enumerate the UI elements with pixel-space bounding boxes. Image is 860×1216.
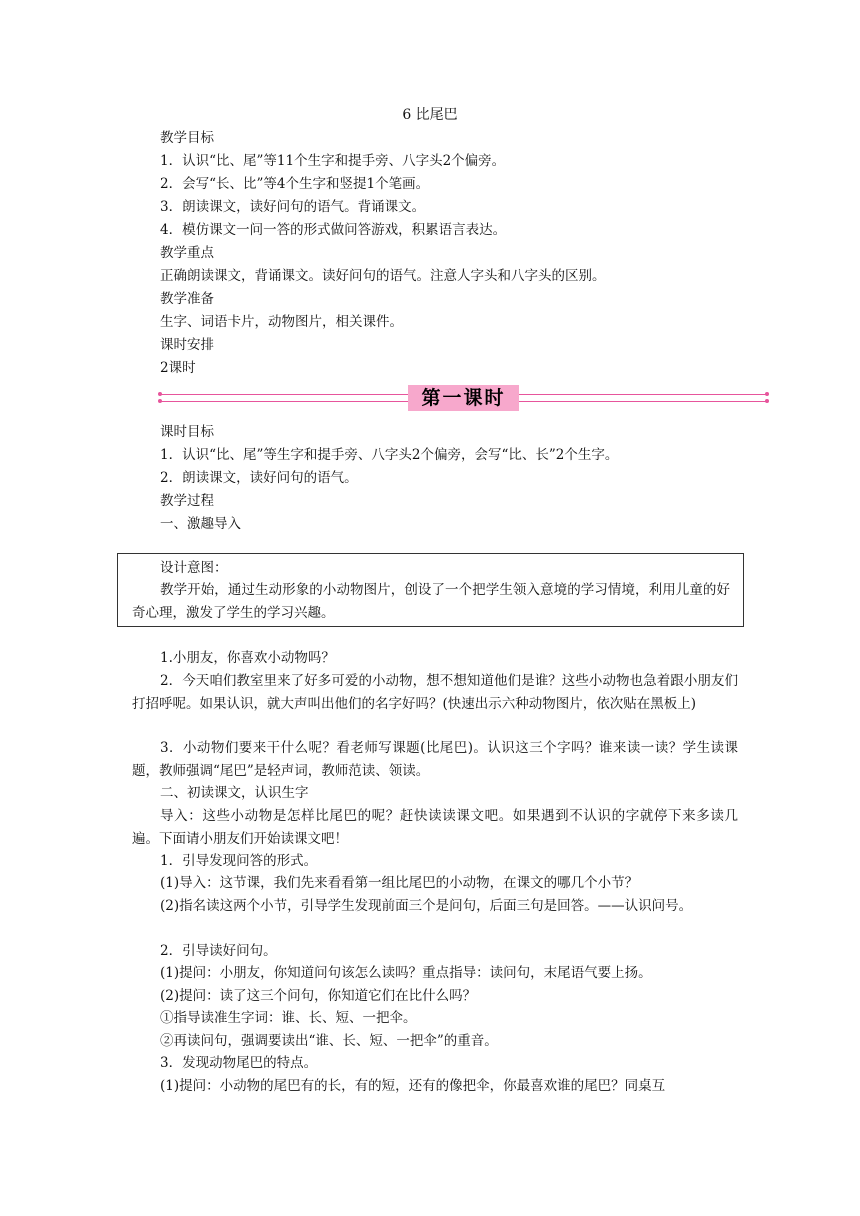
body-paragraph: 3．发现动物尾巴的特点。 xyxy=(160,1055,318,1071)
objective-item: 2．会写“长、比”等4个生字和竖提1个笔画。 xyxy=(160,176,430,192)
banner-dot xyxy=(158,392,162,396)
body-paragraph: 1．引导发现问答的形式。 xyxy=(160,853,318,869)
section-heading: 课时安排 xyxy=(160,337,214,353)
body-paragraph: 1.小朋友，你喜欢小动物吗？ xyxy=(160,650,335,666)
body-paragraph: (2)提问：读了这三个问句，你知道它们在比什么吗？ xyxy=(160,988,477,1004)
design-intent-text: 教学开始，通过生动形象的小动物图片，创设了一个把学生领入意境的学习情境，利用儿童的好奇心理，激发了学生的学习兴趣。 xyxy=(132,582,730,621)
section-text: 2课时 xyxy=(160,360,196,376)
body-paragraph: (1)提问：小朋友，你知道问句该怎么读吗？重点指导：读问句，末尾语气要上扬。 xyxy=(160,965,652,981)
section-text: 生字、词语卡片，动物图片，相关课件。 xyxy=(160,314,403,330)
body-paragraph: (2)指名读这两个小节，引导学生发现前面三个是问句，后面三句是回答。——认识问号。 xyxy=(160,898,693,914)
objective-item: 4．模仿课文一问一答的形式做问答游戏，积累语言表达。 xyxy=(160,222,507,238)
section-heading: 课时目标 xyxy=(160,424,214,440)
objective-item: 1．认识“比、尾”等生字和提手旁、八字头2个偏旁，会写“比、长”2个生字。 xyxy=(160,447,619,463)
banner-dot xyxy=(765,392,769,396)
section-heading: 教学过程 xyxy=(160,493,214,509)
banner-dot xyxy=(158,399,162,403)
banner-dot xyxy=(765,399,769,403)
design-intent-title: 设计意图： xyxy=(160,560,228,576)
section-text: 正确朗读课文，背诵课文。读好问句的语气。注意人字头和八字头的区别。 xyxy=(160,268,606,284)
section-heading: 教学目标 xyxy=(160,130,214,146)
lesson-period-banner xyxy=(160,385,767,411)
objective-item: 2．朗读课文，读好问句的语气。 xyxy=(160,470,358,486)
lesson-title: 6 比尾巴 xyxy=(402,107,458,123)
subsection-heading: 二、初读课文，认识生字 xyxy=(160,785,309,801)
body-paragraph: 2．引导读好问句。 xyxy=(160,943,277,959)
body-paragraph: 导入：这些小动物是怎样比尾巴的呢？赶快读读课文吧。如果遇到不认识的字就停下来多读几遍。下面请小朋友们开始读课文吧！ xyxy=(132,808,738,847)
body-paragraph: ①指导读准生字词：谁、长、短、一把伞。 xyxy=(160,1010,417,1026)
objective-item: 1．认识“比、尾”等11个生字和提手旁、八字头2个偏旁。 xyxy=(160,153,506,169)
banner-label: 第一课时 xyxy=(408,385,519,411)
body-paragraph: ②再读问句，强调要读出“谁、长、短、一把伞”的重音。 xyxy=(160,1033,498,1049)
body-paragraph: 2．今天咱们教室里来了好多可爱的小动物，想不想知道他们是谁？这些小动物也急着跟小朋友们打招呼呢。如果认识，就大声叫出他们的名字好吗？(快速出示六种动物图片，依次贴在黑板上) xyxy=(132,673,738,712)
objective-item: 3．朗读课文，读好问句的语气。背诵课文。 xyxy=(160,199,426,215)
subsection-heading: 一、激趣导入 xyxy=(160,516,241,532)
body-paragraph: (1)提问：小动物的尾巴有的长，有的短，还有的像把伞，你最喜欢谁的尾巴？同桌互 xyxy=(160,1078,666,1094)
body-paragraph: (1)导入：这节课，我们先来看看第一组比尾巴的小动物，在课文的哪几个小节？ xyxy=(160,875,639,891)
body-paragraph: 3．小动物们要来干什么呢？看老师写课题(比尾巴)。认识这三个字吗？谁来读一读？学生读课题，教师强调“尾巴”是轻声词，教师范读、领读。 xyxy=(132,740,738,779)
design-intent-box xyxy=(117,553,744,627)
section-heading: 教学准备 xyxy=(160,291,214,307)
section-heading: 教学重点 xyxy=(160,245,214,261)
